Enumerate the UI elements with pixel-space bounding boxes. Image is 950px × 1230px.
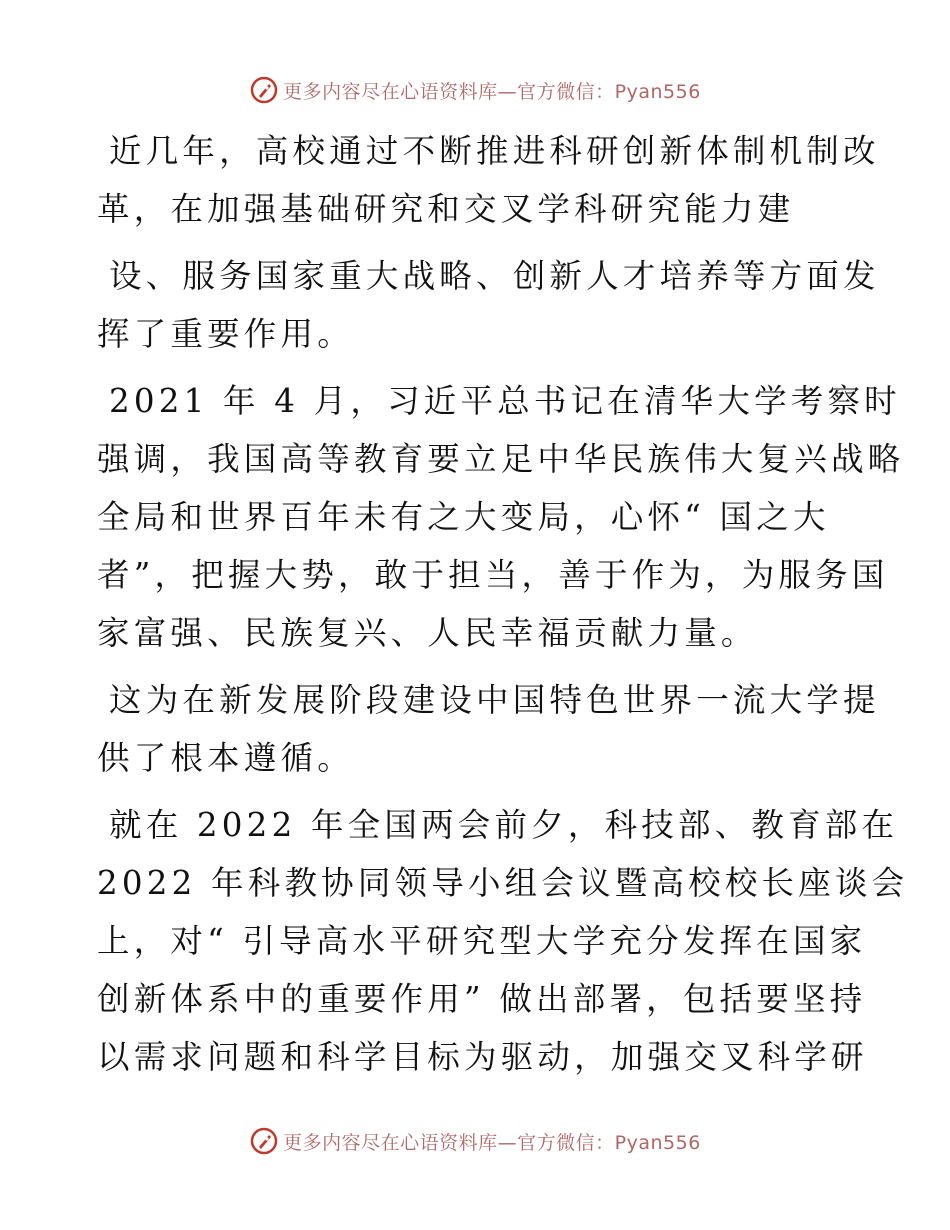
- header-watermark-text: 更多内容尽在心语资料库—官方微信：Pyan556: [283, 80, 701, 103]
- text-line: 上，对“ 引导高水平研究型大学充分发挥在国家: [97, 922, 867, 960]
- text-line: 2021 年 4 月，习近平总书记在清华大学考察时: [109, 382, 901, 420]
- document-body: [97, 122, 909, 1095]
- text-line: 家富强、民族复兴、人民幸福贡献力量。: [97, 614, 758, 652]
- footer-watermark-text: 更多内容尽在心语资料库—官方微信：Pyan556: [283, 1131, 701, 1154]
- text-line: 以需求问题和科学目标为驱动，加强交叉科学研: [97, 1038, 868, 1076]
- paragraph: [97, 247, 887, 363]
- text-line: 就在 2022 年全国两会前夕，科技部、教育部在: [109, 806, 899, 844]
- footer-watermark: [0, 1121, 950, 1161]
- text-line: 2022 年科教协同领导小组会议暨高校校长座谈会: [97, 864, 909, 902]
- paragraph: [97, 796, 909, 1086]
- header-watermark: [0, 70, 950, 110]
- text-line: 全局和世界百年未有之大变局，心怀“ 国之大: [97, 498, 830, 536]
- text-line: 这为在新发展阶段建设中国特色世界一流大学提: [109, 681, 880, 719]
- text-line: 供了根本遵循。: [97, 739, 354, 777]
- paragraph: [97, 122, 887, 238]
- text-line: 者”，把握大势，敢于担当，善于作为，为服务国: [97, 556, 889, 594]
- pen-nib-circle-icon: [249, 1126, 279, 1156]
- text-line: 强调，我国高等教育要立足中华民族伟大复兴战略: [97, 440, 905, 478]
- text-line: 创新体系中的重要作用” 做出部署，包括要坚持: [97, 980, 867, 1018]
- text-line: 革，在加强基础研究和交叉学科研究能力建: [97, 190, 795, 228]
- pen-nib-circle-icon: [249, 75, 279, 105]
- paragraph: [97, 671, 887, 787]
- text-line: 近几年，高校通过不断推进科研创新体制机制改: [109, 132, 880, 170]
- paragraph: [97, 372, 905, 662]
- text-line: 设、服务国家重大战略、创新人才培养等方面发: [109, 257, 880, 295]
- text-line: 挥了重要作用。: [97, 315, 354, 353]
